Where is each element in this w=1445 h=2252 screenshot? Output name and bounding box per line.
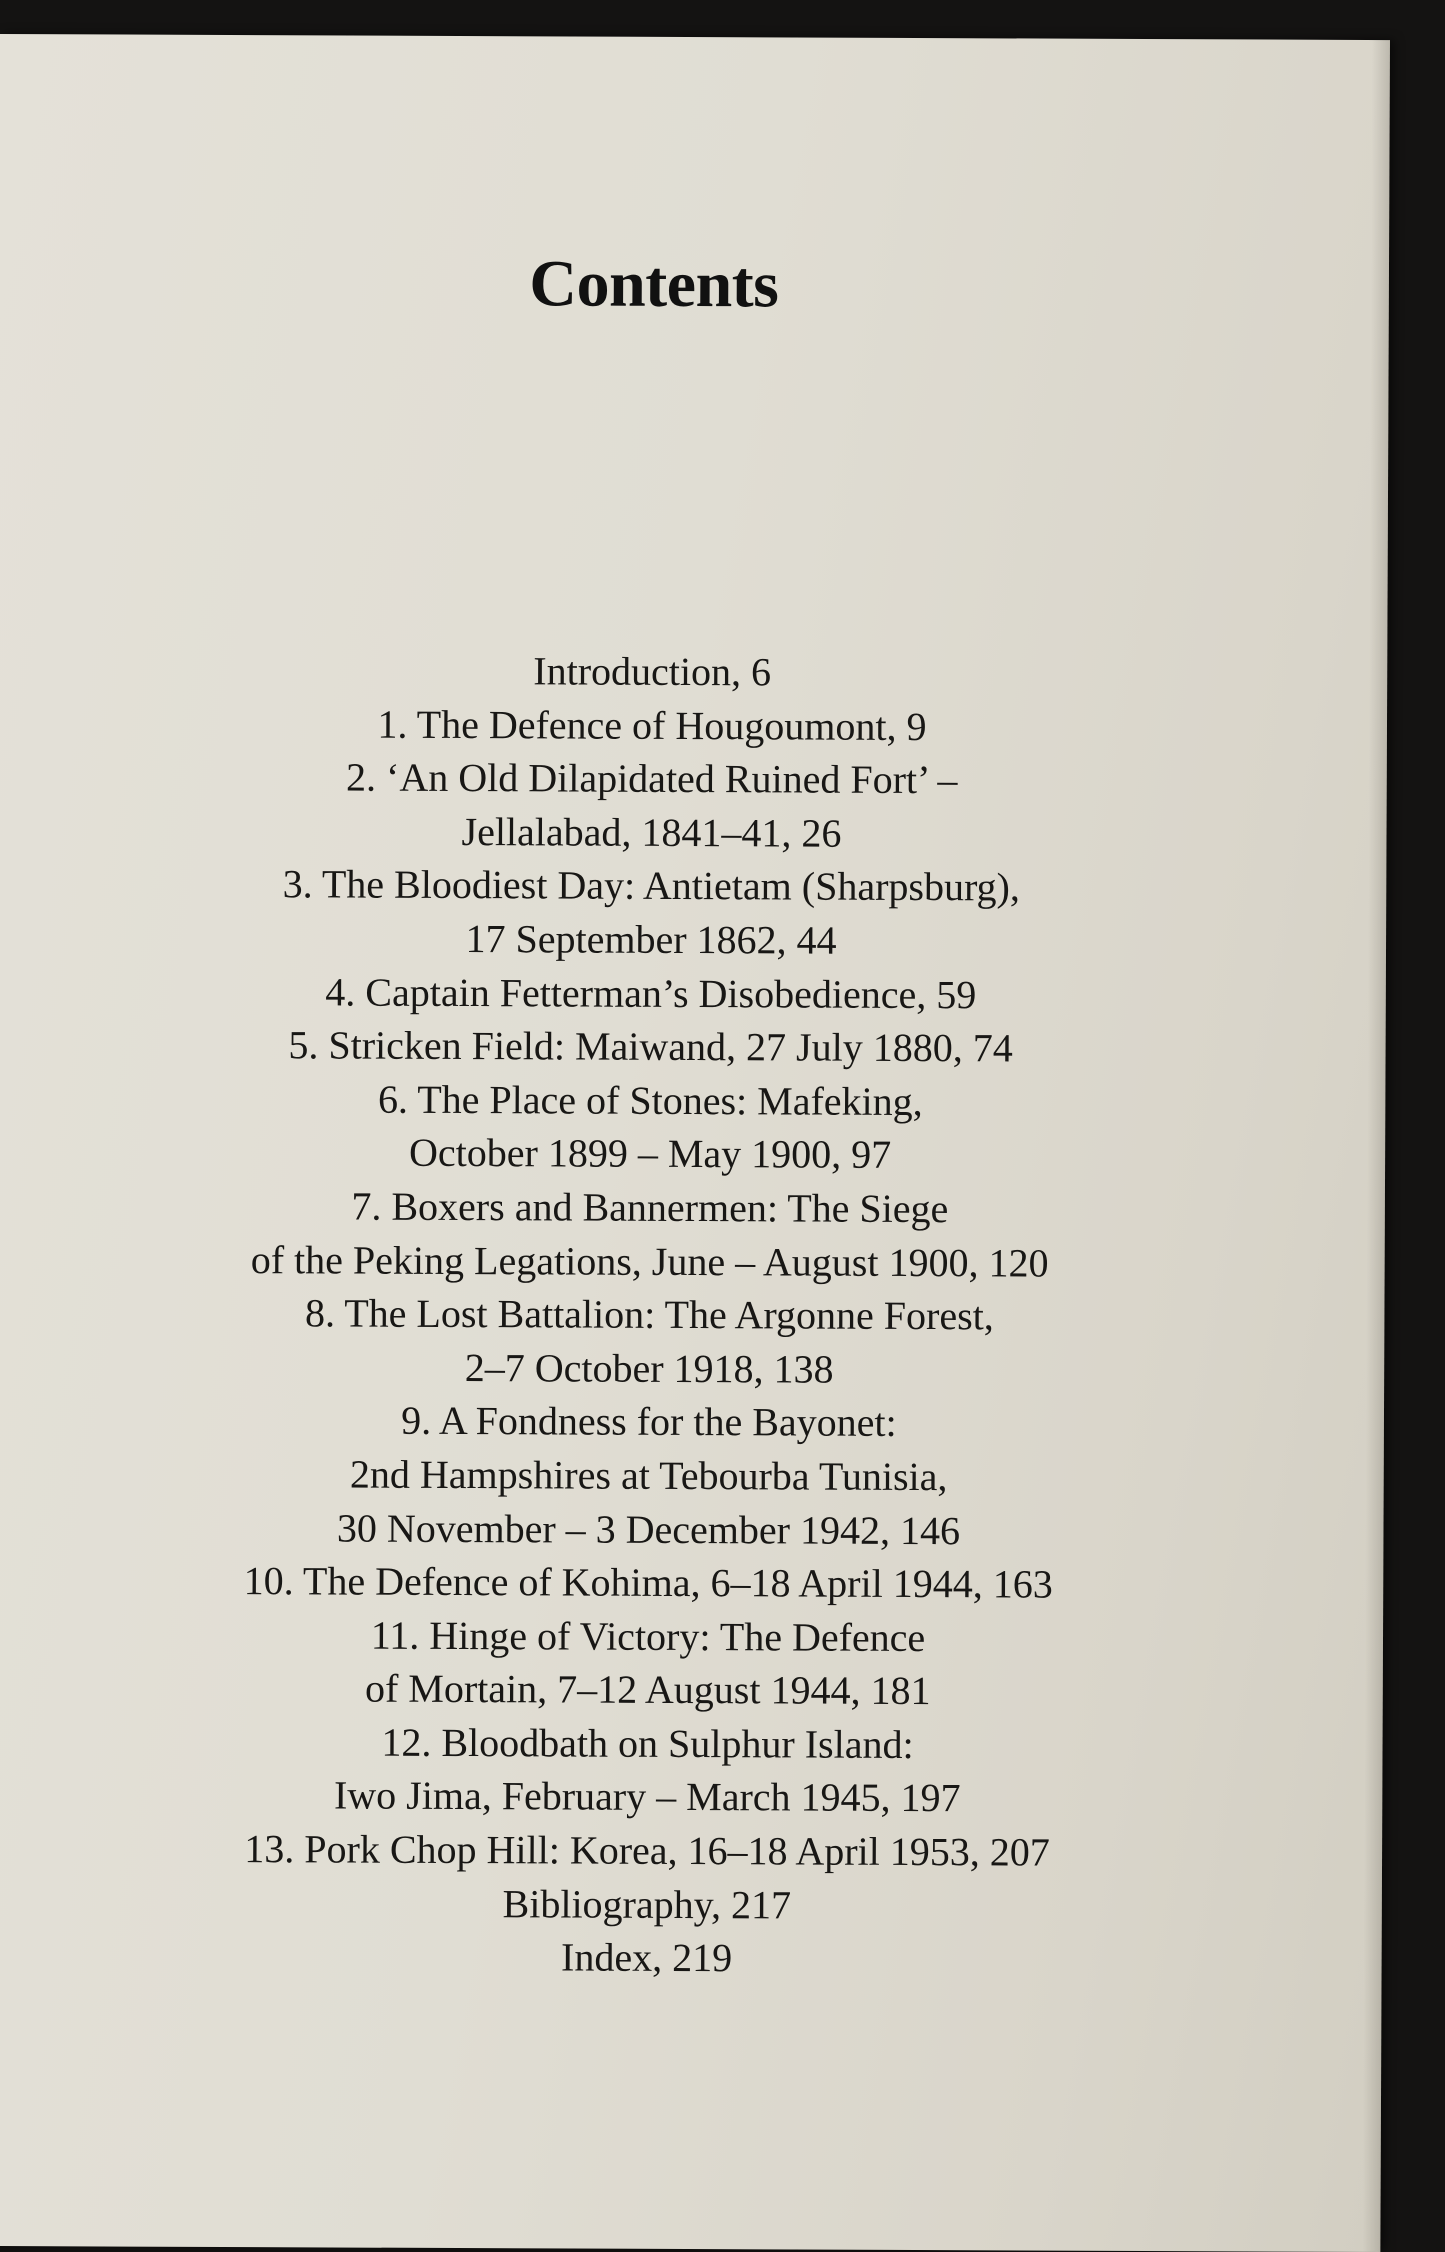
page-title: Contents bbox=[529, 247, 779, 322]
toc-chapter-8-line-1: 8. The Lost Battalion: The Argonne Forest, bbox=[304, 1290, 994, 1339]
toc-chapter-4: 4. Captain Fetterman’s Disobedience, 59 bbox=[325, 968, 977, 1017]
toc-chapter-13: 13. Pork Chop Hill: Korea, 16–18 April 1953, 207 bbox=[244, 1826, 1050, 1875]
toc-chapter-12-line-1: 12. Bloodbath on Sulphur Island: bbox=[381, 1719, 914, 1767]
toc-chapter-5: 5. Stricken Field: Maiwand, 27 July 1880, 74 bbox=[288, 1022, 1013, 1071]
toc-chapter-11-line-1: 11. Hinge of Victory: The Defence bbox=[370, 1612, 926, 1660]
toc-chapter-6-line-2: October 1899 – May 1900, 97 bbox=[408, 1130, 892, 1178]
toc-chapter-3-line-2: 17 September 1862, 44 bbox=[465, 916, 837, 963]
toc-chapter-9-line-1: 9. A Fondness for the Bayonet: bbox=[401, 1398, 897, 1446]
toc-chapter-11-line-2: of Mortain, 7–12 August 1944, 181 bbox=[364, 1665, 931, 1714]
toc-chapter-6-line-1: 6. The Place of Stones: Mafeking, bbox=[377, 1076, 923, 1124]
toc-bibliography: Bibliography, 217 bbox=[502, 1880, 792, 1928]
toc-chapter-9-line-3: 30 November – 3 December 1942, 146 bbox=[336, 1504, 961, 1553]
toc-introduction: Introduction, 6 bbox=[533, 648, 772, 695]
toc-chapter-2-line-2: Jellalabad, 1841–41, 26 bbox=[461, 808, 842, 856]
table-of-contents bbox=[0, 642, 1307, 1988]
book-page bbox=[0, 34, 1390, 2252]
toc-chapter-2-line-1: 2. ‘An Old Dilapidated Ruined Fort’ – bbox=[345, 754, 958, 803]
toc-chapter-9-line-2: 2nd Hampshires at Tebourba Tunisia, bbox=[349, 1451, 948, 1500]
toc-index: Index, 219 bbox=[560, 1934, 733, 1981]
toc-chapter-3-line-1: 3. The Bloodiest Day: Antietam (Sharpsburg), bbox=[282, 861, 1021, 910]
toc-chapter-7-line-1: 7. Boxers and Bannermen: The Siege bbox=[351, 1183, 949, 1232]
toc-chapter-7-line-2: of the Peking Legations, June – August 1900, 120 bbox=[250, 1236, 1049, 1286]
toc-chapter-10: 10. The Defence of Kohima, 6–18 April 1944, 163 bbox=[243, 1558, 1053, 1607]
toc-chapter-12-line-2: Iwo Jima, February – March 1945, 197 bbox=[333, 1772, 961, 1821]
toc-chapter-1: 1. The Defence of Hougoumont, 9 bbox=[377, 701, 927, 749]
toc-chapter-8-line-2: 2–7 October 1918, 138 bbox=[464, 1344, 834, 1392]
page-edge-shadow bbox=[1362, 40, 1390, 2252]
